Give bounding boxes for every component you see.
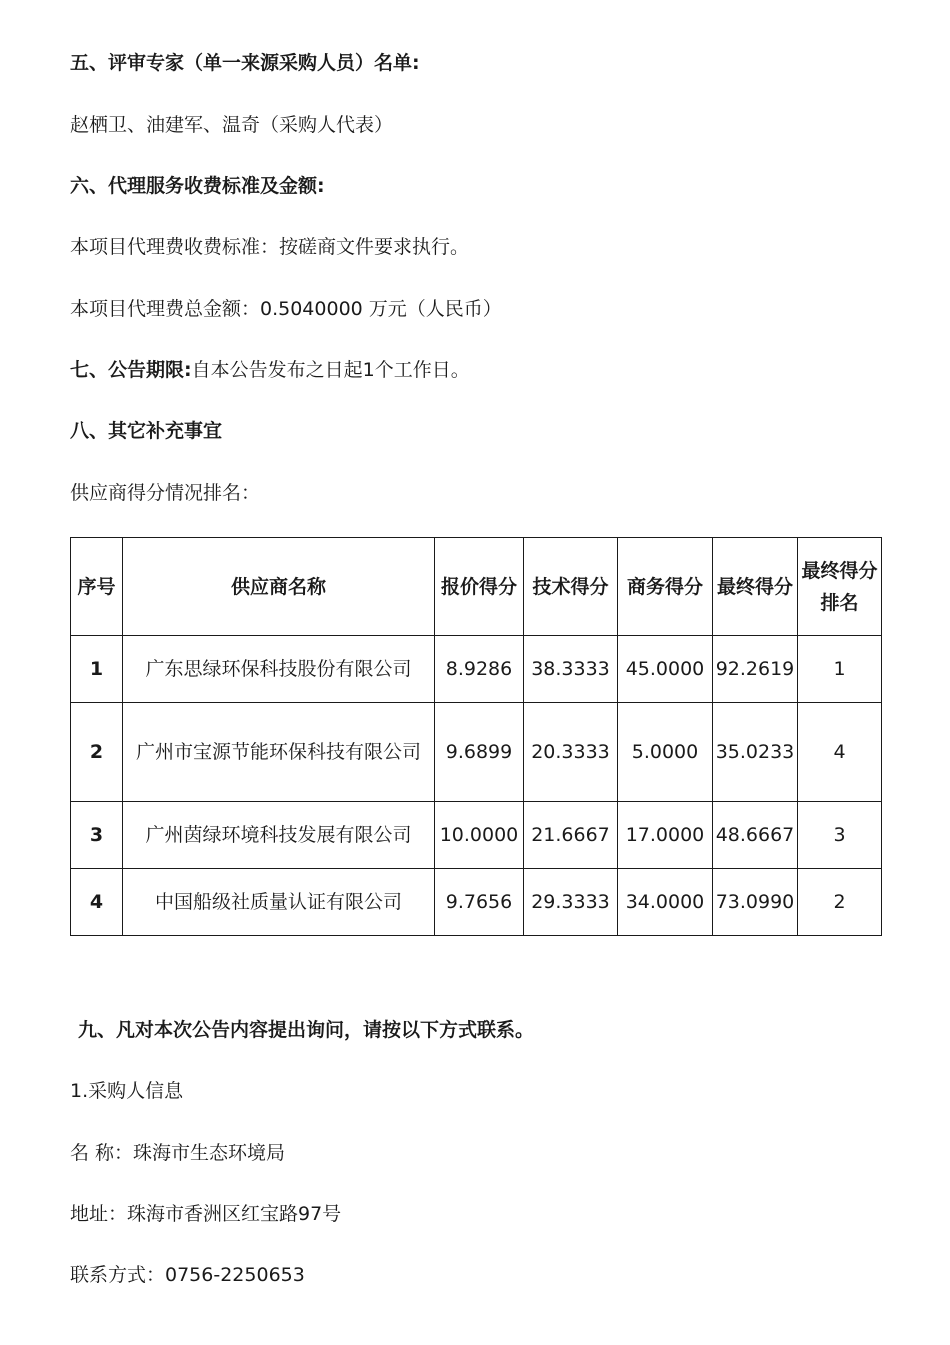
cell-price-score: 10.0000: [435, 802, 524, 869]
purchaser-contact: 联系方式：0756-2250653: [70, 1264, 305, 1286]
cell-final-score: 35.0233: [713, 703, 798, 802]
cell-seq: 2: [71, 703, 123, 802]
table-header-row: [71, 538, 882, 636]
cell-supplier: 中国船级社质量认证有限公司: [123, 869, 435, 936]
purchaser-title: 1.采购人信息: [70, 1080, 184, 1102]
cell-final-rank: 2: [798, 869, 882, 936]
cell-final-rank: 1: [798, 636, 882, 703]
cell-final-score: 48.6667: [713, 802, 798, 869]
cell-seq: 4: [71, 869, 123, 936]
cell-final-score: 92.2619: [713, 636, 798, 703]
header-supplier: 供应商名称: [123, 538, 435, 636]
cell-final-score: 73.0990: [713, 869, 798, 936]
cell-business-score: 5.0000: [618, 703, 713, 802]
purchaser-address: 地址：珠海市香洲区红宝路97号: [70, 1203, 342, 1225]
section-8-intro: 供应商得分情况排名：: [70, 482, 261, 504]
section-6-heading: 六、代理服务收费标准及金额:: [70, 175, 325, 197]
section-5-body: 赵栖卫、油建军、温奇（采购人代表）: [70, 114, 394, 136]
cell-seq: 1: [71, 636, 123, 703]
header-seq: 序号: [71, 538, 123, 636]
cell-price-score: 9.6899: [435, 703, 524, 802]
table-row: [71, 703, 882, 802]
section-6-amount: 本项目代理费总金额：0.5040000 万元（人民币）: [70, 298, 502, 320]
cell-business-score: 45.0000: [618, 636, 713, 703]
cell-business-score: 17.0000: [618, 802, 713, 869]
section-5-heading: 五、评审专家（单一来源采购人员）名单:: [70, 52, 420, 74]
section-9-heading: 九、凡对本次公告内容提出询问，请按以下方式联系。: [78, 1019, 535, 1041]
purchaser-name: 名 称：珠海市生态环境局: [70, 1142, 286, 1164]
cell-seq: 3: [71, 802, 123, 869]
cell-tech-score: 21.6667: [524, 802, 618, 869]
header-business-score: 商务得分: [618, 538, 713, 636]
header-final-score: 最终得分: [713, 538, 798, 636]
cell-final-rank: 3: [798, 802, 882, 869]
header-tech-score: 技术得分: [524, 538, 618, 636]
cell-tech-score: 20.3333: [524, 703, 618, 802]
section-6-standard: 本项目代理费收费标准：按磋商文件要求执行。: [70, 236, 470, 258]
header-final-rank: 最终得分排名: [798, 538, 882, 636]
cell-price-score: 9.7656: [435, 869, 524, 936]
score-table: [70, 537, 882, 936]
cell-supplier: 广州茵绿环境科技发展有限公司: [123, 802, 435, 869]
table-row: [71, 802, 882, 869]
cell-price-score: 8.9286: [435, 636, 524, 703]
cell-supplier: 广州市宝源节能环保科技有限公司: [123, 703, 435, 802]
cell-tech-score: 29.3333: [524, 869, 618, 936]
section-7-body: 自本公告发布之日起1个工作日。: [191, 359, 470, 381]
section-8-heading: 八、其它补充事宜: [70, 420, 223, 442]
cell-final-rank: 4: [798, 703, 882, 802]
cell-supplier: 广东思绿环保科技股份有限公司: [123, 636, 435, 703]
header-price-score: 报价得分: [435, 538, 524, 636]
section-7-heading: 七、公告期限:: [70, 359, 192, 381]
cell-business-score: 34.0000: [618, 869, 713, 936]
table-row: [71, 869, 882, 936]
cell-tech-score: 38.3333: [524, 636, 618, 703]
table-row: [71, 636, 882, 703]
section-7: [70, 357, 470, 383]
